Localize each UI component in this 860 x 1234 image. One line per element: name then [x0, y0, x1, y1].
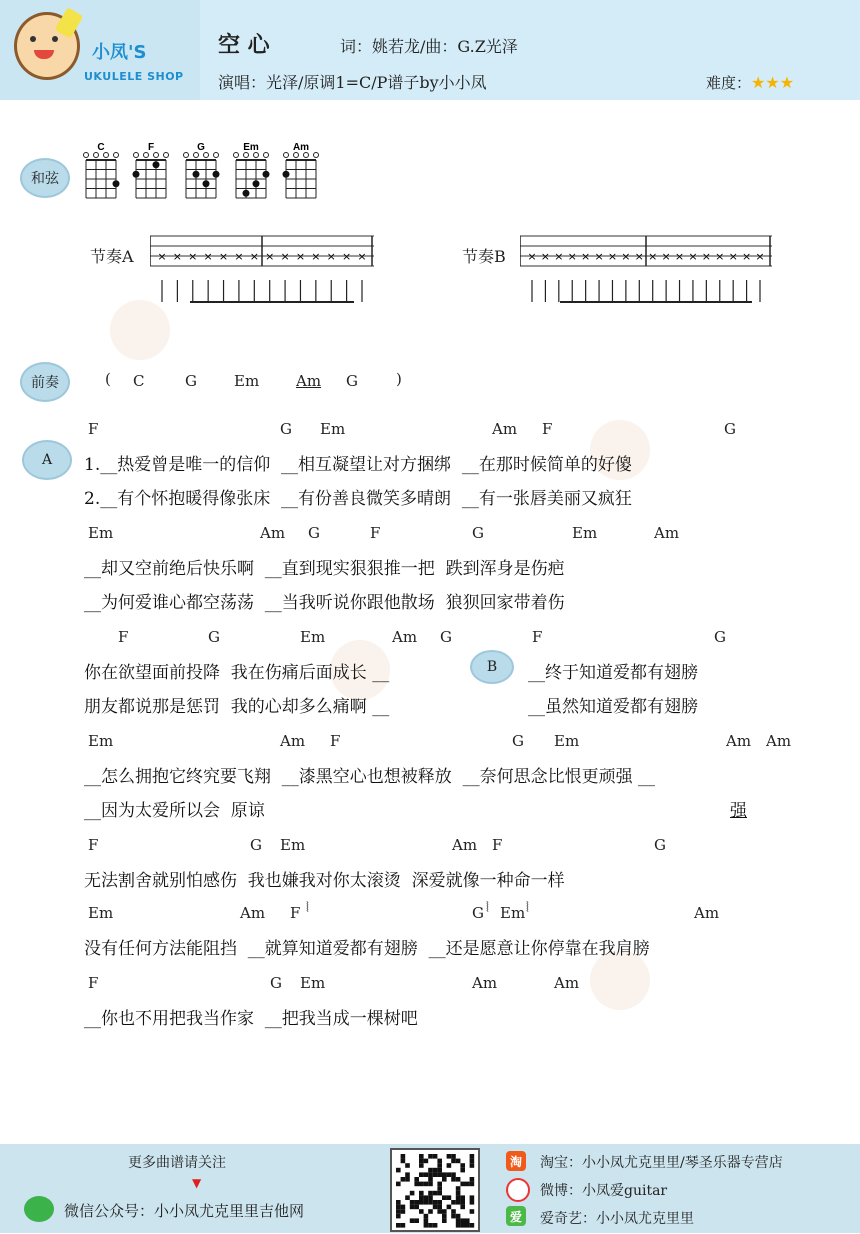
- open-string-marker: [294, 153, 299, 158]
- qr-module: [437, 1191, 442, 1196]
- qr-module: [419, 1154, 424, 1159]
- qr-module: [401, 1209, 406, 1214]
- qr-module: [433, 1205, 438, 1210]
- open-string-marker: [84, 153, 89, 158]
- strum-mark: ×: [688, 250, 698, 263]
- qr-module: [447, 1154, 452, 1159]
- qr-module: [447, 1205, 452, 1210]
- chord-symbol: Em: [88, 904, 114, 922]
- qr-module: [419, 1172, 424, 1177]
- qr-module: [456, 1191, 461, 1196]
- chord-line-1: [0, 420, 860, 440]
- chord-symbol: F: [290, 904, 301, 922]
- qr-module: [460, 1182, 465, 1187]
- chord-line-7: [0, 974, 860, 994]
- qr-module: [428, 1154, 433, 1159]
- qr-module: [465, 1218, 470, 1223]
- qr-module: [428, 1177, 433, 1182]
- qr-module: [428, 1182, 433, 1187]
- qr-module: [428, 1168, 433, 1173]
- chord-symbol: Am: [694, 904, 720, 922]
- qr-module: [405, 1163, 410, 1168]
- chord-symbol: G: [440, 628, 452, 646]
- chord-symbol: G: [280, 420, 292, 438]
- section-badge-intro: 前奏: [20, 362, 70, 402]
- chord-symbol: Am: [240, 904, 266, 922]
- difficulty: [706, 72, 794, 93]
- qr-module: [460, 1223, 465, 1228]
- qr-module: [447, 1172, 452, 1177]
- qr-module: [470, 1177, 475, 1182]
- chord-symbol: Am: [280, 732, 306, 750]
- lyric-line-6: 没有任何方法能阻挡 __就算知道爱都有翅膀 __还是愿意让你停靠在我肩膀: [84, 939, 650, 959]
- qr-module: [419, 1200, 424, 1205]
- lyric-line-3a: 你在欲望面前投降 我在伤痛后面成长 __: [84, 663, 390, 683]
- qr-module: [460, 1218, 465, 1223]
- qr-module: [456, 1159, 461, 1164]
- open-string-marker: [204, 153, 209, 158]
- strum-mark: ×: [755, 250, 765, 263]
- arpeggio-icon: ⦚: [526, 900, 529, 916]
- qr-module: [470, 1154, 475, 1159]
- eye-icon: [30, 36, 36, 42]
- rhythm-a-label: 节奏A: [90, 247, 134, 266]
- chord-symbol: Am: [726, 732, 752, 750]
- lyric-line-4a: __怎么拥抱它终究要飞翔 __漆黑空心也想被释放 __奈何思念比恨更顽强 __: [84, 767, 656, 787]
- rhythm-b-label: 节奏B: [462, 247, 506, 266]
- qr-module: [451, 1209, 456, 1214]
- strum-mark: ×: [157, 250, 167, 263]
- rhythm-b-pattern: [520, 218, 780, 306]
- qr-module: [456, 1223, 461, 1228]
- lyric-line-4b-end: 强: [730, 801, 747, 821]
- qr-code-pattern: [392, 1150, 478, 1230]
- chord-symbol: F: [330, 732, 341, 750]
- strum-mark: ×: [715, 250, 725, 263]
- qr-module: [442, 1209, 447, 1214]
- intro-open: (: [105, 370, 111, 388]
- open-string-marker: [264, 153, 269, 158]
- open-string-marker: [254, 153, 259, 158]
- chord-symbol: G: [724, 420, 736, 438]
- qr-module: [419, 1191, 424, 1196]
- qr-module: [396, 1214, 401, 1219]
- qr-module: [405, 1177, 410, 1182]
- qr-module: [442, 1218, 447, 1223]
- open-string-marker: [244, 153, 249, 158]
- finger-dot: [263, 171, 270, 178]
- strum-mark: ×: [661, 250, 671, 263]
- arpeggio-icon: ⦚: [306, 900, 309, 916]
- finger-dot: [213, 171, 220, 178]
- chord-symbol: Am: [452, 836, 478, 854]
- strum-mark: ×: [249, 250, 259, 263]
- qr-module: [433, 1168, 438, 1173]
- qr-module: [451, 1200, 456, 1205]
- strum-mark: ×: [648, 250, 658, 263]
- qr-module: [410, 1200, 415, 1205]
- lyric-line-1a: 1.__热爱曾是唯一的信仰 __相互凝望让对方捆绑 __在那时候简单的好傻: [84, 455, 632, 475]
- chord-symbol: F: [88, 420, 99, 438]
- lyric-line-1b: 2.__有个怀抱暖得像张床 __有份善良微笑多晴朗 __有一张唇美丽又疯狂: [84, 489, 632, 509]
- open-string-marker: [314, 153, 319, 158]
- chord-name: G: [197, 142, 205, 153]
- chord-symbol: Am: [392, 628, 418, 646]
- qr-module: [414, 1177, 419, 1182]
- qr-module: [414, 1200, 419, 1205]
- chord-symbol: G: [308, 524, 320, 542]
- qr-module: [405, 1172, 410, 1177]
- qr-module: [428, 1195, 433, 1200]
- chord-symbol: Em: [280, 836, 306, 854]
- lyric-line-3b: 朋友都说那是惩罚 我的心却多么痛啊 __: [84, 697, 390, 717]
- strum-mark: ×: [280, 250, 290, 263]
- qr-module: [428, 1172, 433, 1177]
- chord-name: Em: [243, 142, 259, 153]
- qr-module: [437, 1163, 442, 1168]
- strum-mark: ×: [172, 250, 182, 263]
- qr-module: [424, 1223, 429, 1228]
- qr-module: [470, 1209, 475, 1214]
- chord-symbol: Em: [88, 732, 114, 750]
- logo-brand: 小凤'S: [92, 42, 147, 63]
- taobao-icon: 淘: [506, 1151, 526, 1171]
- qr-module: [456, 1200, 461, 1205]
- chord-symbol: F: [492, 836, 503, 854]
- qr-module: [470, 1223, 475, 1228]
- wechat-account: 微信公众号：小小凤尤克里里吉他网: [64, 1202, 305, 1220]
- chord-symbol: G: [654, 836, 666, 854]
- finger-dot: [203, 180, 210, 187]
- chord-symbol: F: [532, 628, 543, 646]
- chord-symbol: Em: [300, 974, 326, 992]
- finger-dot: [113, 180, 120, 187]
- strum-mark: ×: [311, 250, 321, 263]
- intro-chord: Em: [234, 372, 260, 390]
- eye-icon: [52, 36, 58, 42]
- qr-module: [428, 1200, 433, 1205]
- qr-module: [433, 1172, 438, 1177]
- qr-module: [460, 1163, 465, 1168]
- qr-module: [437, 1186, 442, 1191]
- qr-module: [460, 1205, 465, 1210]
- qr-module: [456, 1214, 461, 1219]
- chord-symbol: Em: [572, 524, 598, 542]
- iqiyi-icon: 爱: [506, 1206, 526, 1226]
- strum-mark: ×: [594, 250, 604, 263]
- wechat-icon: [24, 1196, 54, 1222]
- chord-symbol: G: [714, 628, 726, 646]
- qr-module: [460, 1168, 465, 1173]
- qr-module: [424, 1182, 429, 1187]
- chord-symbol: F: [88, 836, 99, 854]
- qr-module: [414, 1182, 419, 1187]
- chord-symbol: G: [472, 524, 484, 542]
- iqiyi-link[interactable]: 爱奇艺：小小凤尤克里里: [540, 1211, 694, 1227]
- qr-module: [419, 1182, 424, 1187]
- qr-module: [442, 1177, 447, 1182]
- chord-symbol: Am: [654, 524, 680, 542]
- difficulty-label: 难度：: [706, 74, 752, 92]
- qr-module: [396, 1168, 401, 1173]
- qr-module: [447, 1163, 452, 1168]
- strum-mark: ×: [728, 250, 738, 263]
- strum-mark: ×: [234, 250, 244, 263]
- chord-line-4: [0, 732, 860, 752]
- qr-module: [460, 1200, 465, 1205]
- open-string-marker: [234, 153, 239, 158]
- finger-dot: [283, 171, 290, 178]
- chord-symbol: Em: [88, 524, 114, 542]
- qr-module: [470, 1200, 475, 1205]
- chord-symbol: Am: [554, 974, 580, 992]
- qr-module: [456, 1186, 461, 1191]
- open-string-marker: [104, 153, 109, 158]
- qr-module: [470, 1159, 475, 1164]
- qr-module: [447, 1195, 452, 1200]
- qr-module: [414, 1205, 419, 1210]
- qr-module: [437, 1209, 442, 1214]
- strum-mark: ×: [554, 250, 564, 263]
- qr-module: [424, 1159, 429, 1164]
- qr-module: [437, 1182, 442, 1187]
- qr-module: [428, 1209, 433, 1214]
- lyric-line-2a: __却又空前绝后快乐啊 __直到现实狠狠推一把 跌到浑身是伤疤: [84, 559, 565, 579]
- qr-module: [433, 1223, 438, 1228]
- qr-module: [437, 1200, 442, 1205]
- chord-symbol: F: [88, 974, 99, 992]
- open-string-marker: [134, 153, 139, 158]
- open-string-marker: [144, 153, 149, 158]
- open-string-marker: [304, 153, 309, 158]
- arrow-down-icon: ▼: [192, 1176, 202, 1190]
- open-string-marker: [284, 153, 289, 158]
- qr-module: [437, 1159, 442, 1164]
- qr-module: [465, 1182, 470, 1187]
- strum-mark: ×: [674, 250, 685, 263]
- strum-mark: ×: [607, 250, 618, 263]
- lyric-line-4b: __因为太爱所以会 原谅: [84, 801, 265, 821]
- qr-module: [451, 1159, 456, 1164]
- star-icon: ★★★: [751, 73, 795, 92]
- qr-module: [424, 1214, 429, 1219]
- intro-close: ): [396, 370, 402, 388]
- chord-symbol: G: [270, 974, 282, 992]
- chord-symbol: Am: [766, 732, 792, 750]
- chord-line-5: [0, 836, 860, 856]
- qr-module: [442, 1214, 447, 1219]
- qr-module: [396, 1205, 401, 1210]
- qr-module: [424, 1195, 429, 1200]
- song-credits: 词：姚若龙/曲：G.Z光泽: [340, 37, 518, 56]
- qr-module: [419, 1163, 424, 1168]
- rhythm-a-pattern: [150, 226, 380, 306]
- lyric-line-7: __你也不用把我当作家 __把我当成一棵树吧: [84, 1009, 418, 1029]
- qr-module: [419, 1195, 424, 1200]
- qr-module: [456, 1177, 461, 1182]
- strum-mark: ×: [357, 250, 367, 263]
- qr-module: [401, 1177, 406, 1182]
- intro-chord: Am: [296, 372, 322, 390]
- strum-mark: ×: [741, 250, 752, 263]
- section-badge-chords: 和弦: [20, 158, 70, 198]
- chord-line-2: [0, 524, 860, 544]
- weibo-icon: [506, 1178, 530, 1202]
- qr-module: [401, 1205, 406, 1210]
- qr-module: [396, 1209, 401, 1214]
- strum-mark: ×: [567, 250, 577, 263]
- finger-dot: [153, 161, 160, 168]
- qr-module: [470, 1163, 475, 1168]
- qr-module: [401, 1159, 406, 1164]
- qr-module: [460, 1195, 465, 1200]
- qr-module: [428, 1223, 433, 1228]
- open-string-marker: [194, 153, 199, 158]
- strum-mark: ×: [701, 250, 711, 263]
- follow-text: 更多曲谱请关注: [128, 1155, 226, 1171]
- chord-symbol: Em: [300, 628, 326, 646]
- chord-symbol: Am: [492, 420, 518, 438]
- qr-module: [433, 1191, 438, 1196]
- qr-module: [414, 1218, 419, 1223]
- open-string-marker: [164, 153, 169, 158]
- chord-symbol: Am: [472, 974, 498, 992]
- arpeggio-icon: ⦚: [486, 900, 489, 916]
- qr-module: [419, 1209, 424, 1214]
- strum-mark: ×: [203, 250, 213, 263]
- chord-line-3: [0, 628, 860, 648]
- open-string-marker: [114, 153, 119, 158]
- finger-dot: [193, 171, 200, 178]
- qr-module: [451, 1154, 456, 1159]
- qr-module: [401, 1154, 406, 1159]
- qr-module: [437, 1205, 442, 1210]
- chord-symbol: G: [512, 732, 524, 750]
- chord-name: C: [97, 142, 105, 153]
- qr-module: [424, 1200, 429, 1205]
- chord-symbol: Em: [554, 732, 580, 750]
- qr-module: [451, 1172, 456, 1177]
- qr-module: [433, 1154, 438, 1159]
- qr-module: [456, 1218, 461, 1223]
- open-string-marker: [214, 153, 219, 158]
- qr-module: [437, 1168, 442, 1173]
- open-string-marker: [184, 153, 189, 158]
- strum-mark: ×: [265, 250, 275, 263]
- strum-mark: ×: [634, 250, 644, 263]
- qr-module: [424, 1172, 429, 1177]
- chord-name: Am: [292, 142, 310, 153]
- chord-symbol: Em: [320, 420, 346, 438]
- qr-module: [396, 1182, 401, 1187]
- qr-module: [424, 1218, 429, 1223]
- finger-dot: [133, 171, 140, 178]
- intro-chord: C: [133, 372, 145, 390]
- qr-module: [451, 1177, 456, 1182]
- weibo-link[interactable]: 微博：小凤爱guitar: [540, 1183, 668, 1199]
- watermark-logo: [110, 300, 170, 360]
- qr-module: [456, 1195, 461, 1200]
- qr-module: [442, 1195, 447, 1200]
- section-badge-b: B: [470, 650, 514, 684]
- chord-symbol: F: [118, 628, 129, 646]
- strum-mark: ×: [540, 250, 551, 263]
- chord-symbol: F: [542, 420, 553, 438]
- qr-module: [470, 1182, 475, 1187]
- qr-module: [470, 1195, 475, 1200]
- qr-code[interactable]: [390, 1148, 480, 1232]
- intro-chord: G: [185, 372, 197, 390]
- strum-mark: ×: [581, 250, 591, 263]
- strum-mark: ×: [342, 250, 352, 263]
- qr-module: [405, 1195, 410, 1200]
- strum-mark: ×: [188, 250, 198, 263]
- chord-diagrams: [80, 138, 320, 208]
- qr-module: [419, 1159, 424, 1164]
- qr-module: [437, 1172, 442, 1177]
- qr-module: [465, 1223, 470, 1228]
- qr-module: [396, 1200, 401, 1205]
- strum-mark: ×: [527, 250, 537, 263]
- section-badge-a: A: [22, 440, 72, 480]
- strum-mark: ×: [621, 250, 631, 263]
- strum-mark: ×: [295, 250, 306, 263]
- chord-name: F: [147, 142, 155, 153]
- qr-module: [428, 1191, 433, 1196]
- qr-module: [442, 1172, 447, 1177]
- song-meta: 演唱：光泽/原调1=C/P谱子by小小凤: [218, 73, 487, 92]
- qr-module: [410, 1205, 415, 1210]
- open-string-marker: [94, 153, 99, 158]
- taobao-link[interactable]: 淘宝：小小凤尤克里里/琴圣乐器专营店: [540, 1155, 783, 1171]
- chord-symbol: G: [472, 904, 484, 922]
- qr-module: [410, 1191, 415, 1196]
- song-title: 空 心: [218, 32, 270, 58]
- lyric-line-5: 无法割舍就别怕感伤 我也嫌我对你太滚烫 深爱就像一种命一样: [84, 871, 565, 891]
- qr-module: [451, 1214, 456, 1219]
- finger-dot: [243, 190, 250, 197]
- chord-symbol: F: [370, 524, 381, 542]
- finger-dot: [253, 180, 260, 187]
- qr-module: [401, 1223, 406, 1228]
- logo: [0, 0, 200, 100]
- strum-mark: ×: [326, 250, 336, 263]
- logo-subtitle: UKULELE SHOP: [84, 70, 184, 83]
- qr-module: [433, 1200, 438, 1205]
- chord-symbol: G: [208, 628, 220, 646]
- strum-mark: ×: [218, 250, 229, 263]
- qr-module: [396, 1223, 401, 1228]
- chord-symbol: Em: [500, 904, 526, 922]
- intro-chord: G: [346, 372, 358, 390]
- chord-line-6: [0, 904, 860, 924]
- lyric-line-2b: __为何爱谁心都空荡荡 __当我听说你跟他散场 狼狈回家带着伤: [84, 593, 565, 613]
- open-string-marker: [154, 153, 159, 158]
- chord-symbol: Am: [260, 524, 286, 542]
- chord-symbol: G: [250, 836, 262, 854]
- qr-module: [410, 1218, 415, 1223]
- lyric-line-3b-b: __虽然知道爱都有翅膀: [528, 697, 698, 717]
- lyric-line-3a-b: __终于知道爱都有翅膀: [528, 663, 698, 683]
